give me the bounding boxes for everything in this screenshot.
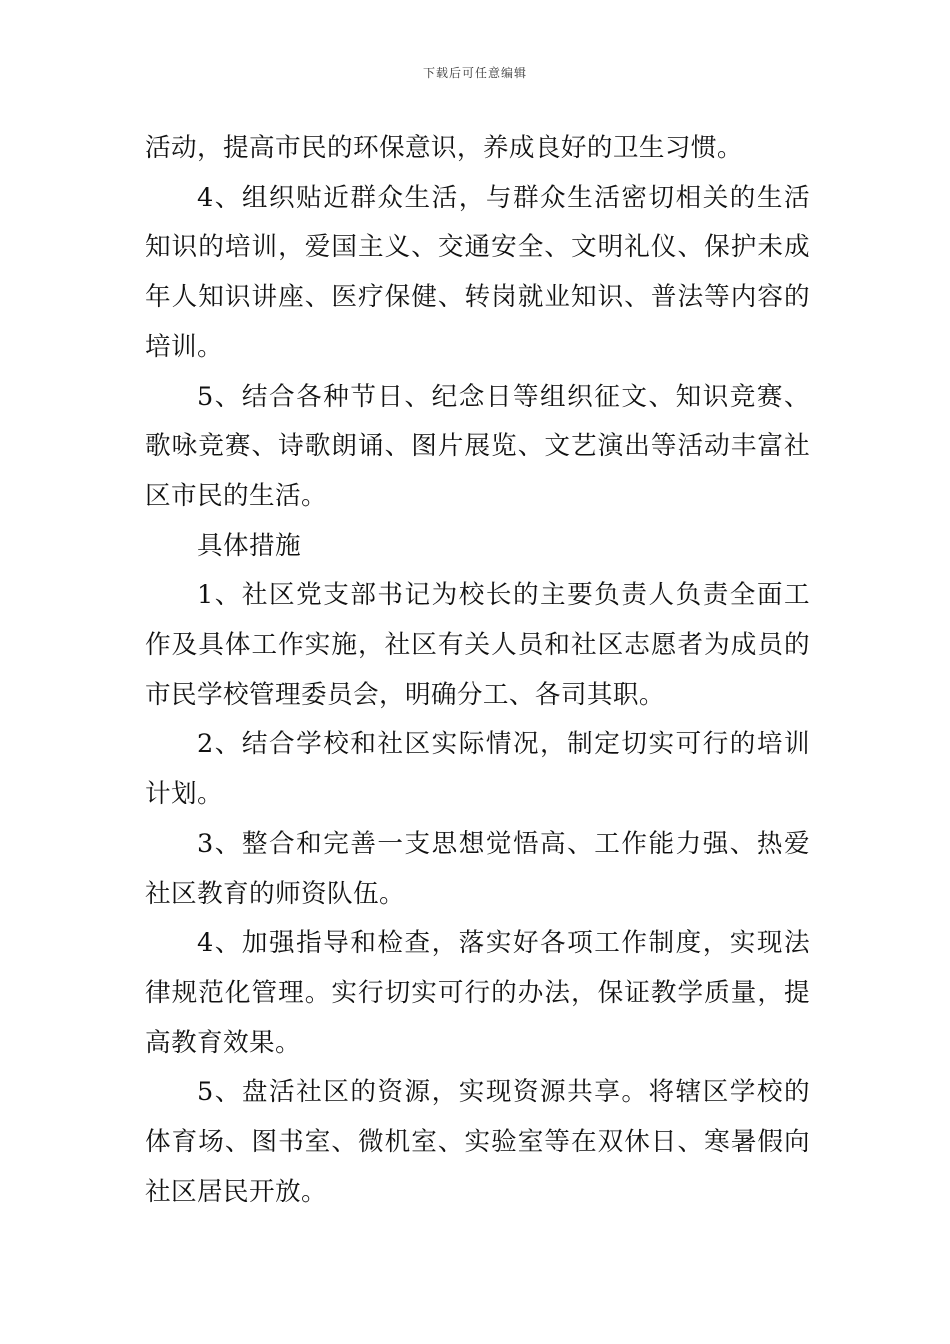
paragraph-measure-5: 5、盘活社区的资源，实现资源共享。将辖区学校的体育场、图书室、微机室、实验室等在双休日、寒暑假向社区居民开放。 bbox=[145, 1077, 810, 1207]
section-heading-measures: 具体措施 bbox=[197, 530, 301, 561]
paragraph-measure-2: 2、结合学校和社区实际情况，制定切实可行的培训计划。 bbox=[145, 729, 810, 810]
paragraph-item-4-training: 4、组织贴近群众生活，与群众生活密切相关的生活知识的培训，爱国主义、交通安全、文明礼仪、保护未成年人知识讲座、医疗保健、转岗就业知识、普法等内容的培训。 bbox=[145, 182, 810, 362]
paragraph-measure-4: 4、加强指导和检查，落实好各项工作制度，实现法律规范化管理。实行切实可行的办法，保证教学质量，提高教育效果。 bbox=[145, 928, 810, 1058]
paragraph-measure-1: 1、社区党支部书记为校长的主要负责人负责全面工作及具体工作实施，社区有关人员和社区志愿者为成员的市民学校管理委员会，明确分工、各司其职。 bbox=[145, 580, 810, 710]
paragraph-item-5-activities: 5、结合各种节日、纪念日等组织征文、知识竞赛、歌咏竞赛、诗歌朗诵、图片展览、文艺演出等活动丰富社区市民的生活。 bbox=[145, 381, 810, 511]
paragraph-measure-3: 3、整合和完善一支思想觉悟高、工作能力强、热爱社区教育的师资队伍。 bbox=[145, 828, 810, 909]
page-header-note: 下载后可任意编辑 bbox=[422, 66, 527, 80]
paragraph-continuation: 活动，提高市民的环保意识，养成良好的卫生习惯。 bbox=[145, 133, 743, 163]
document-body bbox=[145, 124, 810, 1217]
